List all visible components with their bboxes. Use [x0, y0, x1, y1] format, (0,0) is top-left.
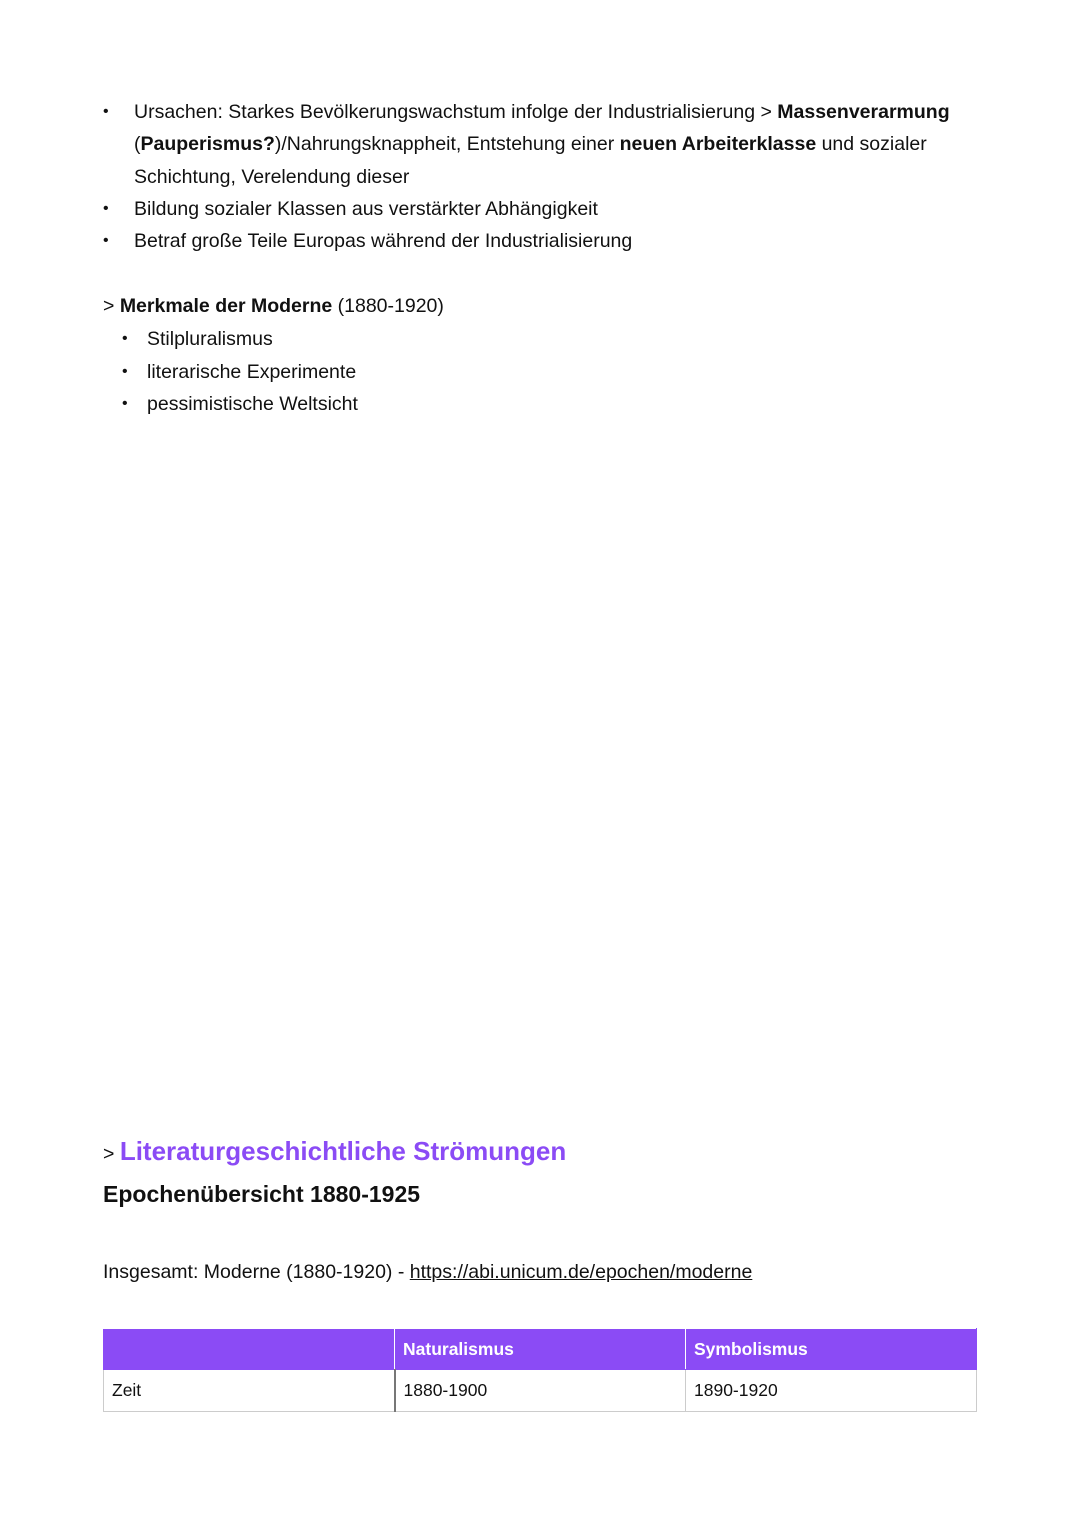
- moderne-link[interactable]: https://abi.unicum.de/epochen/moderne: [409, 1261, 753, 1283]
- merkmale-heading: [103, 290, 444, 322]
- literatur-title: Literaturgeschichtliche Strömungen: [119, 1136, 567, 1166]
- header-cell-empty: [104, 1329, 395, 1370]
- epochen-subheading: Epochenübersicht 1880-1925: [103, 1181, 421, 1207]
- list-item: [103, 193, 983, 225]
- bullet-icon: •: [122, 330, 128, 347]
- cause-text-3: Betraf große Teile Europas während der Industrialisierung: [134, 230, 633, 253]
- cause-text-1: Ursachen: Starkes Bevölkerungswachstum infolge der Industrialisierung > Massenverarmung (Pauperismus?)/Nahrungsknappheit, Entstehung einer neuen Arbeiterklasse und sozialer Schichtung, Verelendung dieser: [134, 101, 950, 188]
- header-cell-naturalismus: Naturalismus: [395, 1329, 686, 1370]
- epochen-table: [103, 1328, 977, 1412]
- literatur-heading: [103, 1132, 566, 1173]
- arrow-prefix: >: [103, 1143, 115, 1165]
- bullet-icon: •: [103, 199, 109, 217]
- bullet-icon: •: [122, 395, 128, 412]
- cause-text-2: Bildung sozialer Klassen aus verstärkter Abhängigkeit: [134, 197, 598, 220]
- insgesamt-text: Insgesamt: Moderne (1880-1920) -: [103, 1261, 410, 1283]
- bullet-icon: •: [103, 232, 109, 250]
- table-row: [104, 1370, 977, 1412]
- table-header-row: [104, 1329, 977, 1370]
- bullet-icon: •: [122, 362, 128, 380]
- merkmale-period: (1880-1920): [337, 295, 444, 317]
- cell-naturalismus-zeit: 1880-1900: [395, 1370, 686, 1412]
- row-label-zeit: Zeit: [104, 1370, 395, 1412]
- list-item: • pessimistische Weltsicht: [122, 388, 358, 421]
- cell-symbolismus-zeit: 1890-1920: [686, 1370, 977, 1412]
- arrow-prefix: >: [103, 295, 115, 317]
- list-item: [103, 96, 983, 193]
- header-cell-symbolismus: Symbolismus: [686, 1329, 977, 1370]
- list-item: [103, 225, 983, 257]
- insgesamt-line: [103, 1256, 752, 1288]
- merkmale-title: Merkmale der Moderne: [119, 295, 333, 317]
- causes-list: [103, 96, 983, 257]
- list-item: • literarische Experimente: [122, 356, 358, 389]
- bullet-icon: •: [103, 103, 109, 120]
- list-item: • Stilpluralismus: [122, 323, 358, 356]
- merkmale-list: [122, 323, 358, 421]
